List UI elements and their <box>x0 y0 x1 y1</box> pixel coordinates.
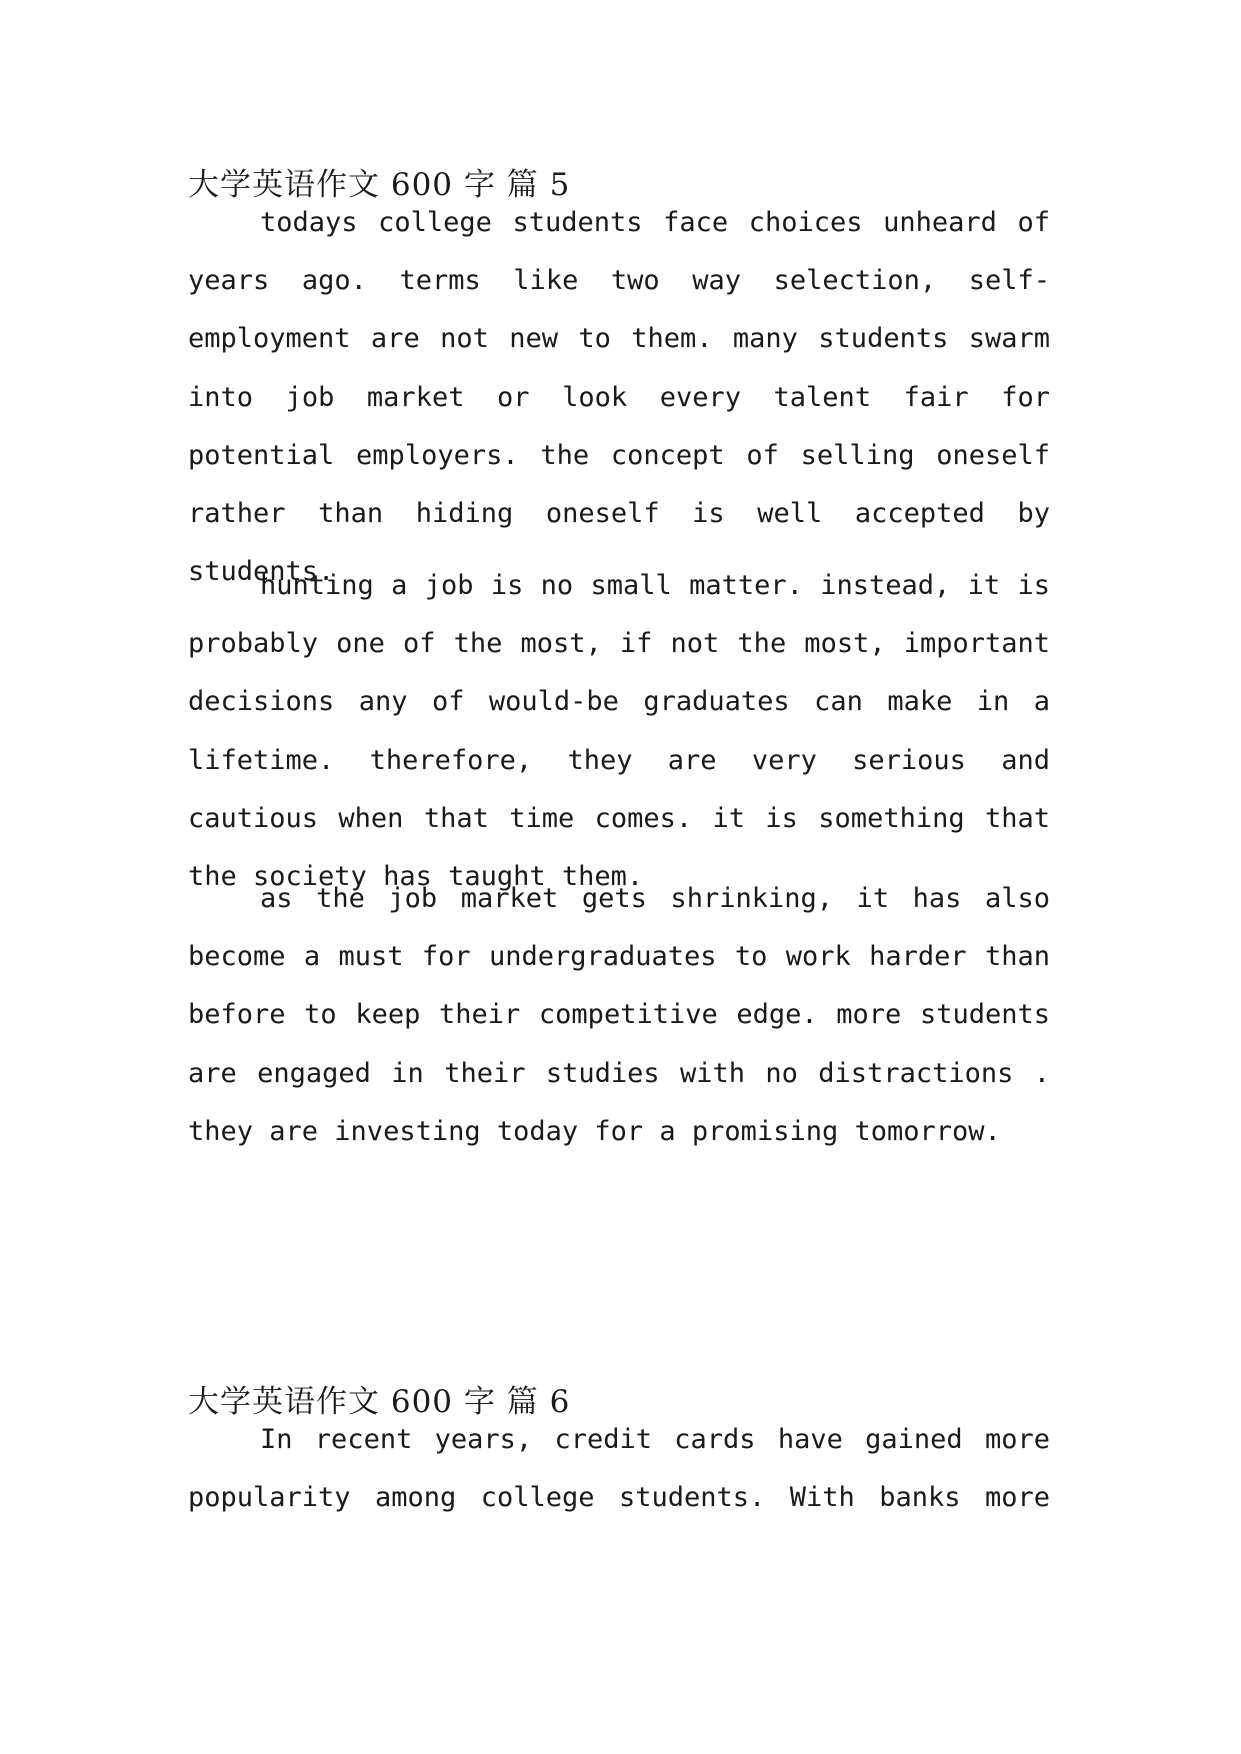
paragraph-text: hunting a job is no small matter. instead, it is probably one of the most, if not the most, important decisions any of would-be graduates can make in a lifetime. therefore, they are very serious and cautious when that time comes. it is something that the society has taught them. <box>188 570 1050 893</box>
paragraph <box>188 194 1050 601</box>
paragraph-text: todays college students face choices unheard of years ago. terms like two way selection, self-employment are not new to them. many students swarm into job market or look every talent fair for potential employers. the concept of selling oneself rather than hiding oneself is well accepted by students. <box>188 207 1050 588</box>
section-heading: 大学英语作文 600 字 篇 5 <box>188 167 571 203</box>
section-heading: 大学英语作文 600 字 篇 6 <box>188 1384 571 1420</box>
paragraph-text: In recent years, credit cards have gained more popularity among college students. With banks more <box>188 1424 1050 1514</box>
paragraph <box>188 557 1050 906</box>
paragraph <box>188 1411 1050 1527</box>
paragraph <box>188 870 1050 1161</box>
paragraph-text: as the job market gets shrinking, it has also become a must for undergraduates to work harder than before to keep their competitive edge. more students are engaged in their studies with no distractions . they are investing today for a promising tomorrow. <box>188 883 1050 1147</box>
